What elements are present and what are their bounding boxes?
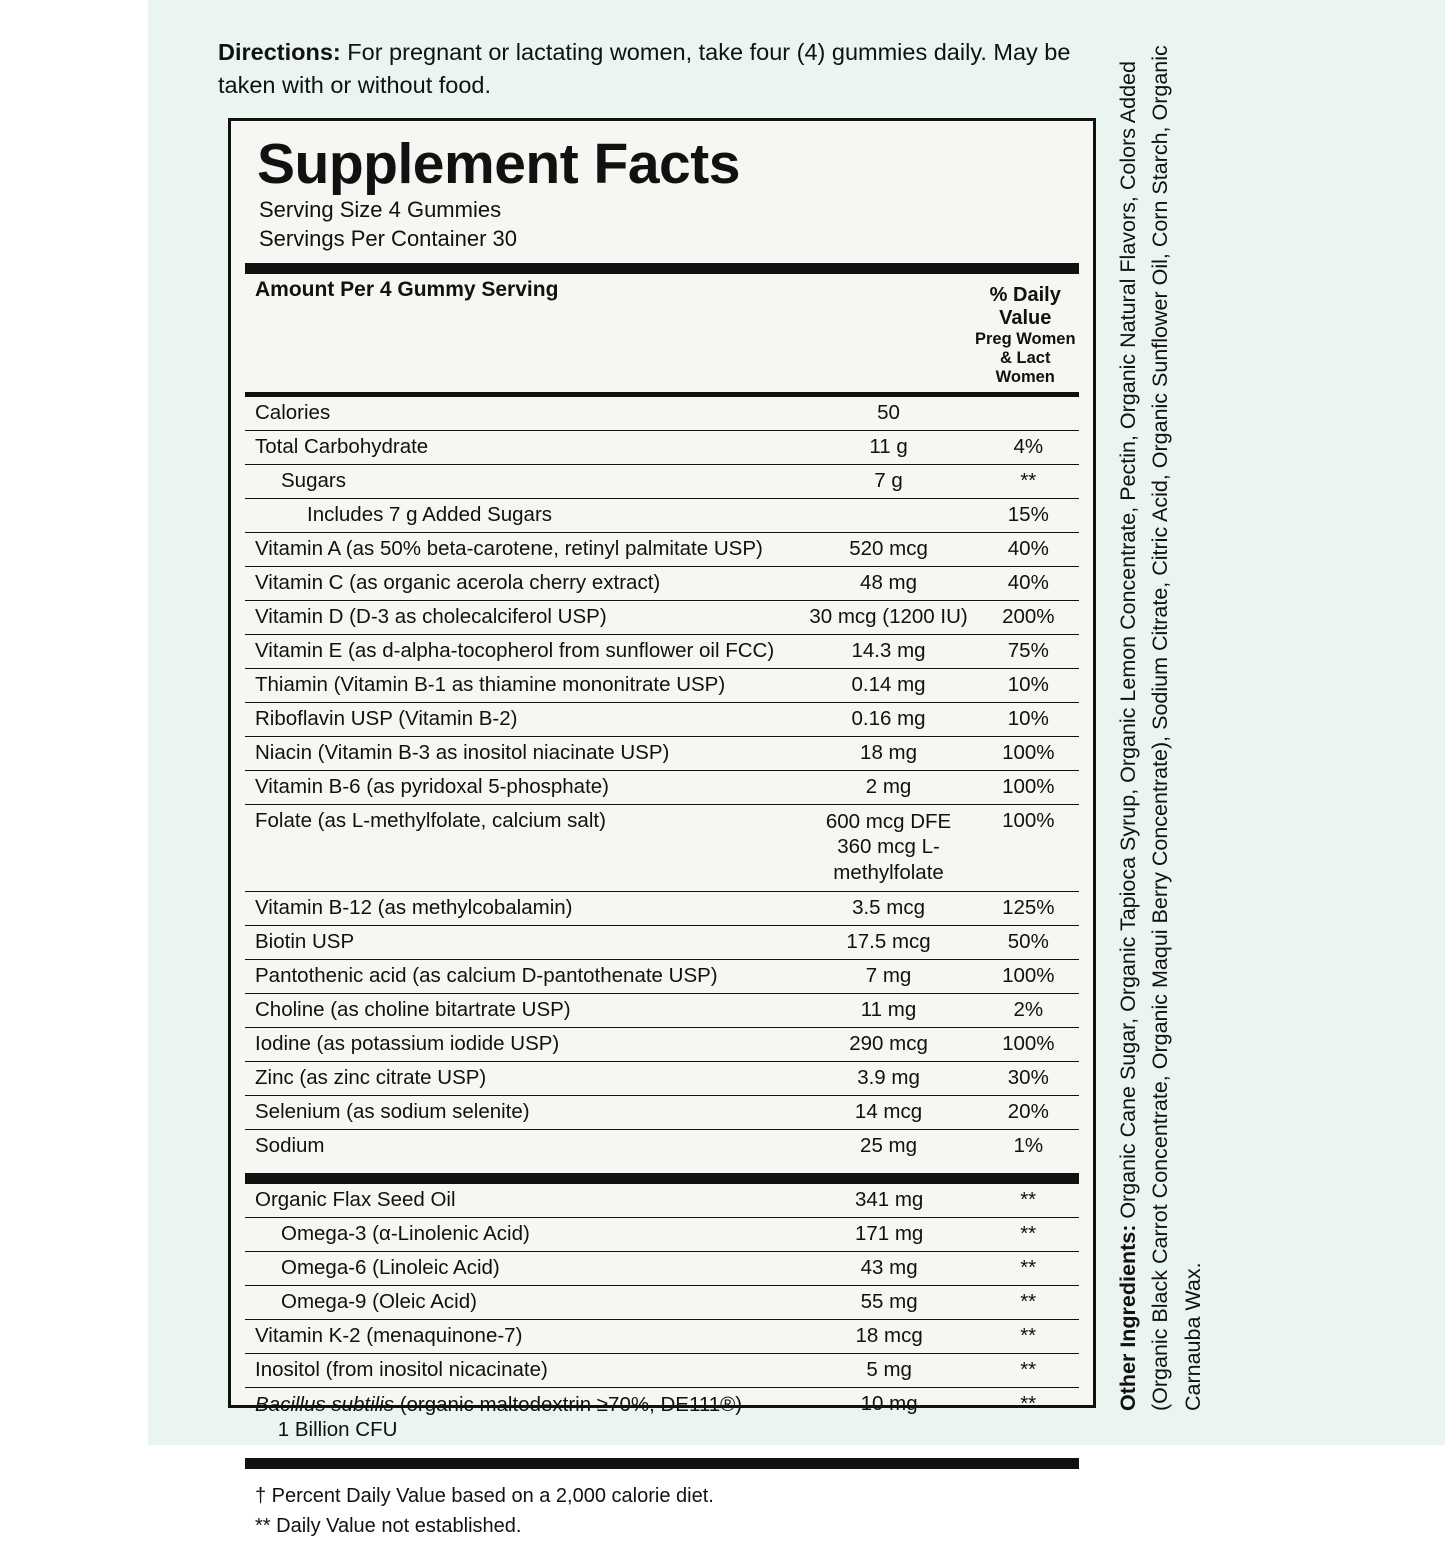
table-row [245, 702, 1079, 736]
nutrient-daily-value [978, 397, 1079, 431]
nutrient-amount: 11 g [799, 430, 977, 464]
supplement-facts-box [228, 118, 1096, 1537]
table-row [245, 1184, 1079, 1218]
table-row [245, 668, 1079, 702]
nutrient-amount: 25 mg [860, 1133, 918, 1157]
nutrient-daily-value: 20% [978, 1095, 1079, 1129]
nutrient-name: Vitamin A (as 50% beta-carotene, retinyl palmitate USP) [245, 532, 799, 566]
table-row [245, 430, 1079, 464]
facts-table [245, 274, 1079, 392]
daily-value-header-cell [972, 274, 1079, 392]
nutrient-name: Omega-6 (Linoleic Acid) [245, 1251, 801, 1285]
nutrient-daily-value: 10% [978, 668, 1079, 702]
nutrient-daily-value: ** [977, 1217, 1079, 1251]
table-row [245, 770, 1079, 804]
nutrient-daily-value: 30% [978, 1061, 1079, 1095]
nutrient-amount: 17.5 mcg [799, 925, 977, 959]
nutrient-amount: 30 mcg (1200 IU) [799, 600, 977, 634]
table-row [245, 1319, 1079, 1353]
serving-size: Serving Size 4 Gummies [259, 196, 502, 222]
nutrient-name: Calories [245, 397, 799, 431]
nutrient-name: Omega-3 (α-Linolenic Acid) [245, 1217, 801, 1251]
amount-header: Amount Per 4 Gummy Serving [255, 277, 559, 301]
nutrient-amount: 10 mg [860, 1391, 918, 1415]
table-row [245, 1387, 1079, 1448]
nutrient-name: Vitamin B-6 (as pyridoxal 5-phosphate) [245, 770, 799, 804]
nutrient-daily-value: ** [977, 1285, 1079, 1319]
table-row [245, 1285, 1079, 1319]
footnote-daily-value: † Percent Daily Value based on a 2,000 calorie diet. [255, 1484, 714, 1507]
nutrient-daily-value: 125% [978, 891, 1079, 925]
nutrient-amount: 18 mg [799, 736, 977, 770]
nutrients-table-primary [245, 397, 1079, 1163]
nutrient-name-italic: Bacillus subtilis [255, 1392, 394, 1416]
table-row [245, 1251, 1079, 1285]
nutrient-daily-value: 40% [978, 566, 1079, 600]
nutrient-name: Sodium [255, 1133, 325, 1157]
table-row [245, 397, 1079, 431]
nutrient-daily-value: 100% [978, 1027, 1079, 1061]
nutrient-daily-value: 100% [978, 804, 1079, 891]
nutrient-daily-value: 4% [978, 430, 1079, 464]
table-row [245, 566, 1079, 600]
table-row [245, 464, 1079, 498]
nutrient-daily-value: ** [977, 1184, 1079, 1218]
nutrients-table-secondary [245, 1184, 1079, 1448]
nutrient-amount: 14 mcg [799, 1095, 977, 1129]
table-row [245, 1353, 1079, 1387]
table-row [245, 1129, 1079, 1163]
nutrient-amount: 290 mcg [799, 1027, 977, 1061]
nutrient-amount: 18 mcg [801, 1319, 977, 1353]
nutrient-name: Riboflavin USP (Vitamin B-2) [245, 702, 799, 736]
nutrient-daily-value: 200% [978, 600, 1079, 634]
nutrient-name: Thiamin (Vitamin B-1 as thiamine mononitrate USP) [245, 668, 799, 702]
nutrient-name: Folate (as L-methylfolate, calcium salt) [245, 804, 799, 891]
other-ingredients-rotated-text [1112, 30, 1442, 1415]
nutrient-amount: 50 [799, 397, 977, 431]
nutrient-daily-value: 40% [978, 532, 1079, 566]
nutrient-amount: 171 mg [801, 1217, 977, 1251]
table-row [245, 634, 1079, 668]
table-row [245, 804, 1079, 891]
table-row [245, 1217, 1079, 1251]
nutrient-name: Pantothenic acid (as calcium D-pantothenate USP) [245, 959, 799, 993]
nutrient-amount: 7 g [799, 464, 977, 498]
dv-header: % Daily Value [989, 283, 1061, 329]
nutrient-name: Vitamin B-12 (as methylcobalamin) [245, 891, 799, 925]
nutrient-name: Vitamin C (as organic acerola cherry extract) [245, 566, 799, 600]
nutrient-daily-value: 1% [1013, 1133, 1044, 1157]
nutrient-daily-value: ** [977, 1251, 1079, 1285]
table-row [245, 498, 1079, 532]
nutrient-name: Includes 7 g Added Sugars [245, 498, 799, 532]
nutrient-name: Omega-9 (Oleic Acid) [245, 1285, 801, 1319]
dv-subheader-line1: Preg Women & Lact [974, 329, 1076, 367]
divider-thick-mid [245, 1173, 1079, 1184]
nutrient-daily-value: ** [977, 1353, 1079, 1387]
nutrient-daily-value: 2% [978, 993, 1079, 1027]
table-row [245, 1095, 1079, 1129]
table-row [245, 993, 1079, 1027]
nutrient-daily-value: 10% [978, 702, 1079, 736]
table-row [245, 959, 1079, 993]
directions-text [218, 36, 1118, 103]
nutrient-name: Vitamin E (as d-alpha-tocopherol from sunflower oil FCC) [245, 634, 799, 668]
nutrient-amount: 2 mg [799, 770, 977, 804]
nutrient-name: Total Carbohydrate [245, 430, 799, 464]
nutrient-name: Iodine (as potassium iodide USP) [245, 1027, 799, 1061]
nutrient-daily-value: ** [977, 1319, 1079, 1353]
nutrient-amount: 11 mg [799, 993, 977, 1027]
other-ingredients-label: Other Ingredients: [1116, 1224, 1140, 1411]
nutrient-amount: 341 mg [801, 1184, 977, 1218]
nutrient-amount [799, 498, 977, 532]
directions-label: Directions: [218, 39, 341, 65]
nutrient-name: Bacillus subtilis (organic maltodextrin ≥70%, DE111®) 1 Billion CFU [255, 1392, 743, 1442]
other-ingredients-body: Organic Cane Sugar, Organic Tapioca Syrup, Organic Lemon Concentrate, Pectin, Organic Natural Flavors, Colors Added (Organic Black Carrot Concentrate, Organic Maqui Berry Concentrate), Sodium Citrate, Citric Acid, Organic Sunflower Oil, Corn Starch, Organic Carnauba Wax. [1116, 45, 1205, 1411]
nutrient-name: Zinc (as zinc citrate USP) [245, 1061, 799, 1095]
nutrient-name: Biotin USP [245, 925, 799, 959]
table-row [245, 532, 1079, 566]
divider-thick-top [245, 263, 1079, 274]
other-ingredients-block [1112, 30, 1442, 1420]
divider-thick-bottom [245, 1458, 1079, 1469]
nutrient-daily-value: 75% [978, 634, 1079, 668]
nutrient-amount: 7 mg [799, 959, 977, 993]
nutrient-amount: 14.3 mg [799, 634, 977, 668]
nutrient-amount: 0.16 mg [799, 702, 977, 736]
nutrient-amount: 43 mg [801, 1251, 977, 1285]
table-row [245, 600, 1079, 634]
nutrient-amount: 3.9 mg [799, 1061, 977, 1095]
footnotes [245, 1469, 1079, 1541]
nutrient-name: Inositol (from inositol nicacinate) [245, 1353, 801, 1387]
nutrient-amount: 600 mcg DFE 360 mcg L-methylfolate [799, 804, 977, 891]
nutrient-amount: 3.5 mcg [799, 891, 977, 925]
nutrient-name: Selenium (as sodium selenite) [245, 1095, 799, 1129]
nutrient-name: Vitamin D (D-3 as cholecalciferol USP) [245, 600, 799, 634]
table-row [245, 925, 1079, 959]
nutrient-name: Vitamin K-2 (menaquinone-7) [245, 1319, 801, 1353]
table-header-row [245, 274, 1079, 392]
nutrient-daily-value: ** [978, 464, 1079, 498]
table-row [245, 891, 1079, 925]
nutrient-name: Organic Flax Seed Oil [245, 1184, 801, 1218]
nutrient-daily-value: 100% [978, 770, 1079, 804]
dv-subheader-line2: Women [995, 367, 1055, 386]
servings-per-container: Servings Per Container 30 [259, 225, 518, 251]
nutrient-amount: 520 mcg [799, 532, 977, 566]
nutrient-daily-value: 100% [978, 959, 1079, 993]
nutrient-name: Choline (as choline bitartrate USP) [245, 993, 799, 1027]
table-row [245, 1027, 1079, 1061]
nutrient-daily-value: ** [1020, 1391, 1037, 1415]
nutrient-daily-value: 15% [978, 498, 1079, 532]
amount-col-spacer [791, 274, 972, 392]
nutrient-name: Niacin (Vitamin B-3 as inositol niacinate USP) [245, 736, 799, 770]
nutrient-amount: 5 mg [801, 1353, 977, 1387]
directions-body: For pregnant or lactating women, take four (4) gummies daily. May be taken with or without food. [218, 39, 1071, 99]
nutrient-amount: 55 mg [801, 1285, 977, 1319]
nutrient-amount: 48 mg [799, 566, 977, 600]
table-row [245, 1061, 1079, 1095]
nutrient-name: Sugars [245, 464, 799, 498]
page-title: Supplement Facts [257, 132, 740, 196]
nutrient-daily-value: 100% [978, 736, 1079, 770]
footnote-not-established: ** Daily Value not established. [255, 1514, 522, 1537]
table-row [245, 736, 1079, 770]
nutrient-daily-value: 50% [978, 925, 1079, 959]
nutrient-amount: 0.14 mg [799, 668, 977, 702]
